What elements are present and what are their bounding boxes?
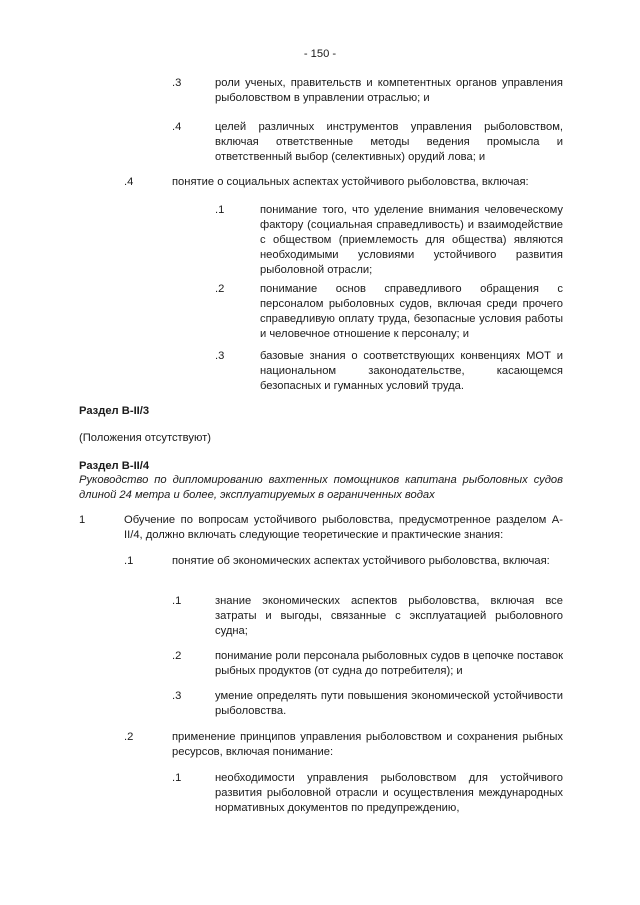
page-number: - 150 - (303, 48, 337, 60)
sublist-item-number: .2 (172, 650, 182, 662)
list-item-number: .4 (124, 176, 134, 188)
sublist-item-text: понимание того, что уделение внимания человеческому фактору (социальная справедливость) и взаимодействие с обществом (приемлемость для общества) являются необходимыми условиями устойчивого развития рыболовной отрасли; (260, 204, 563, 276)
sublist-item-text: понимание роли персонала рыболовных судов в цепочке поставок рыбных продуктов (от судна до потребителя); и (215, 650, 563, 677)
sublist-item-number: .1 (215, 204, 225, 216)
list-item-text: понятие об экономических аспектах устойчивого рыболовства, включая: (172, 555, 550, 567)
paragraph-number: 1 (79, 514, 86, 526)
sublist-item-number: .2 (215, 283, 225, 295)
list-item-number: .2 (124, 731, 134, 743)
sublist-item-text: понимание основ справедливого обращения с персоналом рыболовных судов, включая среди прочего справедливую оплату труда, безопасные условия работы и человечное отношение к персоналу; и (260, 283, 563, 340)
section-heading: Раздел B-II/3 (79, 405, 150, 417)
sublist-item-text: знание экономических аспектов рыболовства, включая все затраты и выгоды, связанные с эксплуатацией рыболовного судна; (215, 595, 563, 637)
section-heading: Раздел B-II/4 (79, 460, 150, 472)
paragraph-text: Обучение по вопросам устойчивого рыболовства, предусмотренное разделом A-II/4, должно включать следующие теоретические и практические знания: (124, 514, 563, 541)
sublist-item-text: базовые знания о соответствующих конвенциях МОТ и национальном законодательстве, касающемся безопасных и гуманных условий труда. (260, 350, 563, 392)
list-item-number: .1 (124, 555, 134, 567)
sublist-item-number: .1 (172, 595, 182, 607)
list-item-number: .4 (172, 121, 182, 133)
section-subtitle: Руководство по дипломированию вахтенных помощников капитана рыболовных судов длиной 24 метра и более, эксплуатируемых в ограниченных водах (79, 474, 563, 501)
section-note: (Положения отсутствуют) (79, 432, 211, 444)
list-item-text: роли ученых, правительств и компетентных органов управления рыболовством в управлении отраслью; и (215, 77, 563, 104)
sublist-item-number: .3 (172, 690, 182, 702)
list-item-text: целей различных инструментов управления рыболовством, включая ответственные методы ведения промысла и ответственный выбор (селективных) орудий лова; и (215, 121, 563, 163)
sublist-item-number: .1 (172, 772, 182, 784)
sublist-item-number: .3 (215, 350, 225, 362)
sublist-item-text: необходимости управления рыболовством для устойчивого развития рыболовной отрасли и осуществления международных нормативных документов по предупреждению, (215, 772, 563, 814)
sublist-item-text: умение определять пути повышения экономической устойчивости рыболовства. (215, 690, 563, 717)
list-item-text: понятие о социальных аспектах устойчивого рыболовства, включая: (172, 176, 529, 188)
list-item-text: применение принципов управления рыболовством и сохранения рыбных ресурсов, включая понимание: (172, 731, 563, 758)
list-item-number: .3 (172, 77, 182, 89)
